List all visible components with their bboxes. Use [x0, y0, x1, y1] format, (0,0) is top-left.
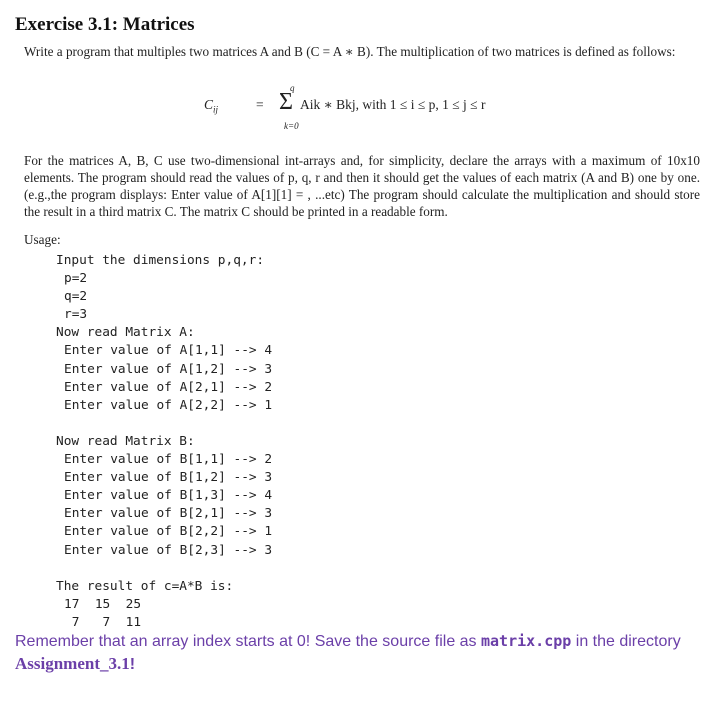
formula-body: Aik ∗ Bkj, with 1 ≤ i ≤ p, 1 ≤ j ≤ r	[300, 97, 486, 112]
intro-text: Write a program that multiples two matrices A and B (C = A ∗ B). The multiplication of two matrices is defined as follows:	[24, 44, 676, 59]
sum-upper-limit: q	[290, 83, 295, 93]
code-line: r=3	[64, 307, 88, 323]
reminder-note	[15, 630, 705, 676]
usage-label: Usage:	[24, 232, 61, 247]
code-line: 17 15 25	[64, 596, 142, 612]
code-line: Enter value of B[1,1] --> 2	[64, 452, 273, 468]
directory-name: Assignment_3.1	[15, 654, 130, 673]
code-line: 7 7 11	[64, 614, 142, 630]
code-line: Now read Matrix B:	[56, 433, 195, 449]
code-line	[56, 560, 272, 578]
code-line: Enter value of B[2,3] --> 3	[64, 542, 273, 558]
source-filename: matrix.cpp	[481, 632, 572, 650]
code-line: p=2	[64, 271, 88, 287]
formula-equals: =	[256, 97, 264, 112]
code-line: Enter value of B[1,2] --> 3	[64, 470, 273, 486]
code-line	[56, 415, 272, 433]
reminder-text-1: Remember that an array index starts at 0! Save the source file as	[15, 633, 481, 650]
code-line: Enter value of A[1,2] --> 3	[64, 361, 273, 377]
instructions-paragraph: For the matrices A, B, C use two-dimensional int-arrays and, for simplicity, declare the arrays with a maximum of 10x10 elements. The program should read the values of p, q, r and then it should get the values of each matrix (A and B) one by one. (e.g.,the program displays: Enter value of A[1][1] = , ...etc) The program should calculate the multiplication and should store the result in a third matrix C. The matrix C should be printed in a readable form.	[24, 153, 700, 219]
code-line: Input the dimensions p,q,r:	[56, 253, 265, 268]
code-line: Enter value of A[2,2] --> 1	[64, 397, 273, 413]
code-line: Enter value of B[2,1] --> 3	[64, 506, 273, 522]
sigma-symbol: Σ	[279, 89, 293, 115]
code-line: q=2	[64, 289, 88, 305]
code-line: Enter value of B[2,2] --> 1	[64, 524, 273, 540]
reminder-text-2: in the directory	[571, 633, 681, 650]
code-line: Enter value of A[2,1] --> 2	[64, 379, 273, 395]
code-line: Enter value of B[1,3] --> 4	[64, 488, 273, 504]
exercise-title: Exercise 3.1: Matrices	[15, 14, 195, 35]
code-line: Enter value of A[1,1] --> 4	[64, 343, 273, 359]
code-line: The result of c=A*B is:	[56, 578, 234, 594]
multiplication-formula	[204, 85, 544, 137]
formula-lhs: $C_{ij}$	[204, 97, 219, 115]
reminder-text-3: !	[129, 656, 136, 673]
code-line: Now read Matrix A:	[56, 325, 195, 341]
usage-code-block	[56, 252, 272, 632]
sum-lower-limit: k=0	[284, 121, 299, 131]
